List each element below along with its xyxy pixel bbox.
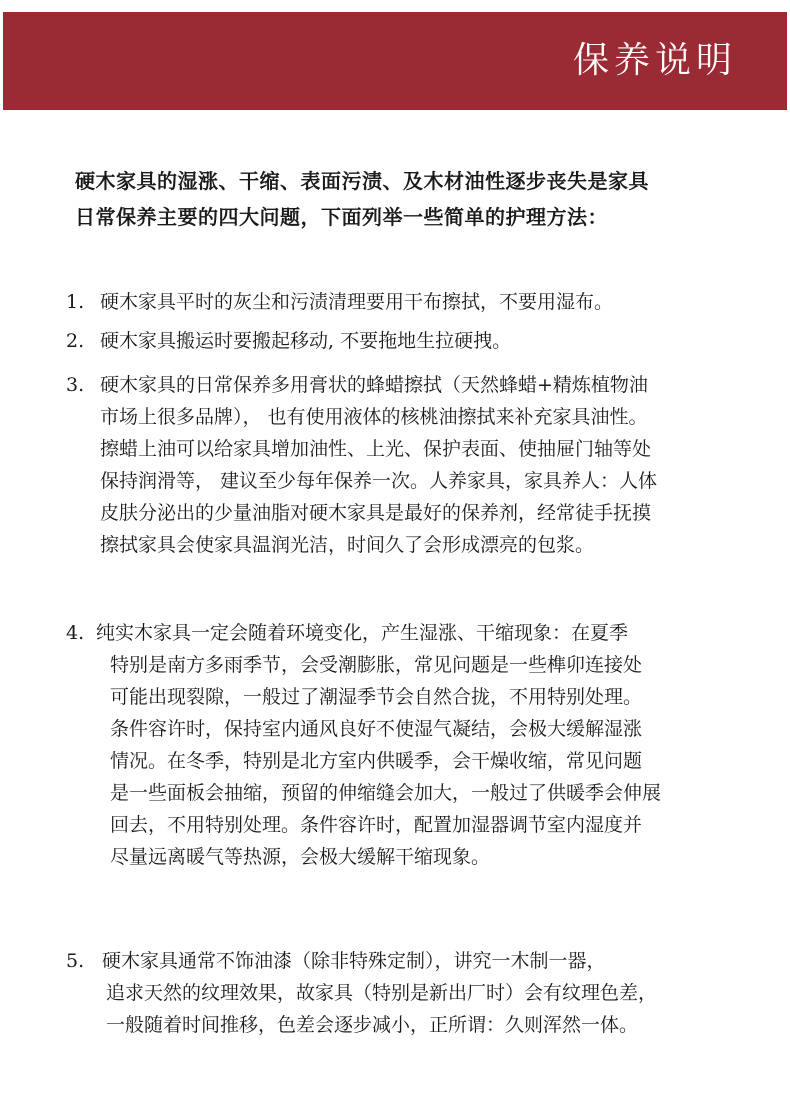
item-line: 回去，不用特别处理。条件容许时，配置加湿器调节室内湿度并 xyxy=(110,814,643,836)
item-line: 情况。在冬季，特别是北方室内供暖季，会干燥收缩，常见问题 xyxy=(110,750,643,772)
item-line: 一般随着时间推移，色差会逐步减小，正所谓：久则浑然一体。 xyxy=(106,1014,639,1036)
item-number: 1. xyxy=(66,291,85,313)
title-banner xyxy=(3,12,787,110)
item-line: 追求天然的纹理效果，故家具（特别是新出厂时）会有纹理色差， xyxy=(106,982,658,1004)
top-margin xyxy=(0,0,790,12)
care-item-3 xyxy=(66,369,657,561)
intro-line: 硬木家具的湿涨、干缩、表面污渍、及木材油性逐步丧失是家具 xyxy=(75,169,649,193)
care-item-2 xyxy=(66,325,511,357)
item-line: 尽量远离暖气等热源，会极大缓解干缩现象。 xyxy=(110,846,491,868)
intro-line: 日常保养主要的四大问题，下面列举一些简单的护理方法： xyxy=(75,205,608,229)
item-number: 5. xyxy=(66,950,85,972)
item-line: 皮肤分泌出的少量油脂对硬木家具是最好的保养剂，经常徒手抚摸 xyxy=(100,502,652,524)
item-number: 4. xyxy=(66,622,85,644)
page-title: 保养说明 xyxy=(572,40,737,81)
intro-paragraph xyxy=(75,163,735,235)
item-line: 硬木家具通常不饰油漆（除非特殊定制），讲究一木制一器， xyxy=(102,950,606,972)
item-line: 可能出现裂隙，一般过了潮湿季节会自然合拢，不用特别处理。 xyxy=(110,686,643,708)
item-line: 纯实木家具一定会随着环境变化，产生湿涨、干缩现象：在夏季 xyxy=(96,622,629,644)
care-item-5 xyxy=(66,945,657,1041)
item-line: 特别是南方多雨季节，会受潮膨胀，常见问题是一些榫卯连接处 xyxy=(110,654,643,676)
item-line: 硬木家具搬运时要搬起移动, 不要拖地生拉硬拽。 xyxy=(100,330,512,352)
care-item-4 xyxy=(66,617,661,873)
item-number: 2. xyxy=(66,330,85,352)
item-line: 硬木家具平时的灰尘和污渍清理要用干布擦拭，不要用湿布。 xyxy=(100,291,614,313)
item-line: 条件容许时，保持室内通风良好不使湿气凝结，会极大缓解湿涨 xyxy=(110,718,643,740)
item-line: 市场上很多品牌）， 也有使用液体的核桃油擦拭来补充家具油性。 xyxy=(100,406,648,428)
item-line: 是一些面板会抽缩，预留的伸缩缝会加大，一般过了供暖季会伸展 xyxy=(110,782,662,804)
care-item-1 xyxy=(66,286,613,318)
item-line: 擦蜡上油可以给家具增加油性、上光、保护表面、使抽屉门轴等处 xyxy=(100,438,652,460)
item-line: 硬木家具的日常保养多用膏状的蜂蜡擦拭（天然蜂蜡+精炼植物油 xyxy=(100,374,648,396)
item-line: 擦拭家具会使家具温润光洁，时间久了会形成漂亮的包浆。 xyxy=(100,534,595,556)
item-number: 3. xyxy=(66,374,85,396)
item-line: 保持润滑等， 建议至少每年保养一次。人养家具，家具养人：人体 xyxy=(100,470,658,492)
